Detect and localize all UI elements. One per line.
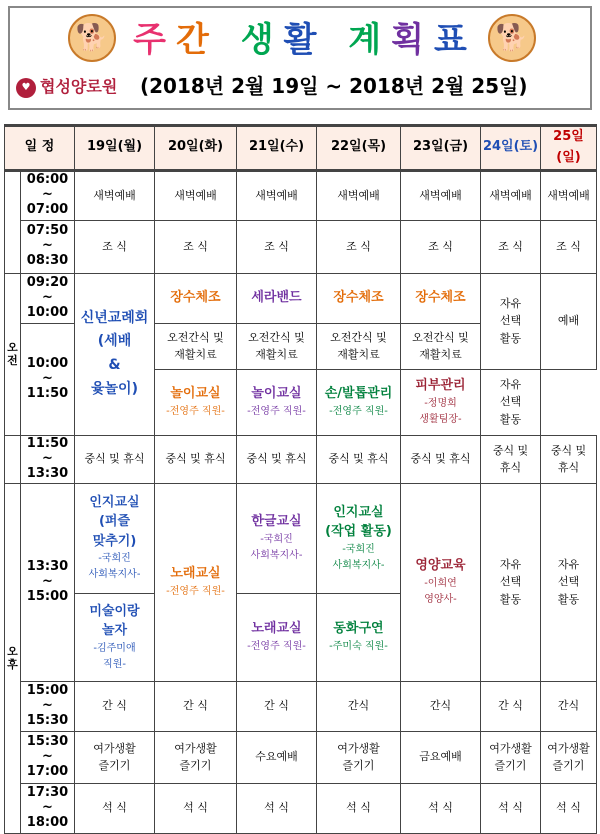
schedule-cell: 수요예배	[237, 731, 317, 783]
time-end: 13:30	[26, 465, 69, 481]
program-instructor: 직원-	[103, 658, 126, 670]
program-instructor: 사회복지사-	[250, 549, 303, 561]
time-cell	[21, 483, 75, 681]
schedule-cell: 새벽예배	[541, 170, 597, 220]
section-label-afternoon: 오후	[5, 483, 21, 833]
program-title: 놀이교실	[251, 386, 302, 402]
schedule-cell: 간 식	[481, 681, 541, 731]
schedule-cell	[75, 483, 155, 593]
time-sep: ~	[42, 450, 53, 466]
schedule-cell	[317, 369, 401, 435]
schedule-cell	[481, 435, 541, 483]
schedule-cell	[541, 483, 597, 681]
cell-line: 재활치료	[255, 348, 298, 362]
schedule-cell: 조 식	[237, 220, 317, 273]
schedule-cell	[541, 731, 597, 783]
schedule-cell: 조 식	[541, 220, 597, 273]
time-sep: ~	[42, 697, 53, 713]
time-cell	[21, 783, 75, 833]
program-instructor: -전영주 직원-	[247, 405, 306, 417]
time-cell	[21, 731, 75, 783]
schedule-cell: 새벽예배	[75, 170, 155, 220]
free-activity: 자유	[499, 296, 522, 310]
program-title: 인지교실	[89, 494, 140, 510]
schedule-cell	[541, 435, 597, 483]
free-activity: 자유	[499, 557, 522, 571]
period-text: (2018년 2월 19일 ~ 2018년 2월 25일)	[140, 74, 528, 98]
section-label-morning: 오전	[5, 273, 21, 435]
time-cell	[21, 170, 75, 220]
program-title: 영양교육	[415, 558, 466, 574]
cell-line: 여가생활	[93, 741, 136, 755]
table-row	[5, 783, 597, 833]
time-cell	[21, 220, 75, 273]
schedule-cell: 석 식	[481, 783, 541, 833]
schedule-cell: 예배	[541, 273, 597, 369]
program-instructor: -정명희	[424, 397, 457, 409]
schedule-cell: 금요예배	[401, 731, 481, 783]
time-start: 09:20	[26, 274, 69, 290]
schedule-cell: 중식 및 휴식	[75, 435, 155, 483]
program-instructor: -전영주 직원-	[166, 585, 225, 597]
table-row	[5, 170, 597, 220]
schedule-cell	[481, 731, 541, 783]
section-spacer	[5, 435, 21, 483]
cell-line: 재활치료	[337, 348, 380, 362]
schedule-cell: 석 식	[401, 783, 481, 833]
schedule-cell: 간 식	[155, 681, 237, 731]
cell-line: 재활치료	[174, 348, 217, 362]
schedule-cell	[155, 483, 237, 681]
program-title: 피부관리	[415, 378, 466, 394]
time-sep: ~	[42, 799, 53, 815]
program-instructor: -전영주 직원-	[166, 405, 225, 417]
logo-icon: ♥	[16, 78, 36, 98]
cell-line: 여가생활	[337, 741, 380, 755]
day-header: 23일(금)	[401, 126, 481, 171]
time-end: 15:30	[26, 712, 69, 728]
schedule-cell: 석 식	[317, 783, 401, 833]
event-title: 윷놀이)	[91, 380, 138, 397]
cell-line: 여가생활	[547, 741, 590, 755]
cell-line: 즐기기	[342, 759, 375, 773]
schedule-cell	[317, 483, 401, 593]
free-activity: 선택	[499, 395, 522, 409]
program-title: 동화구연	[333, 621, 384, 637]
section-spacer	[5, 170, 21, 273]
schedule-cell: 새벽예배	[481, 170, 541, 220]
program-title: 손/발톱관리	[324, 386, 393, 402]
time-cell	[21, 323, 75, 435]
schedule-cell	[481, 483, 541, 681]
cell-line: 즐기기	[98, 759, 131, 773]
schedule-cell	[237, 323, 317, 369]
program-instructor: -주미숙 직원-	[329, 640, 388, 652]
time-end: 15:00	[26, 588, 69, 604]
schedule-cell	[75, 731, 155, 783]
cell-line: 여가생활	[489, 741, 532, 755]
program-title: (작업 활동)	[325, 524, 392, 540]
schedule-cell: 조 식	[481, 220, 541, 273]
program-instructor: -김주미애	[93, 642, 136, 654]
time-end: 07:00	[26, 202, 69, 218]
program-title: 미술이랑	[89, 603, 140, 619]
title-char: 계	[348, 20, 392, 60]
table-row	[5, 681, 597, 731]
time-end: 10:00	[26, 304, 69, 320]
schedule-cell	[401, 323, 481, 369]
schedule-cell: 중식 및 휴식	[155, 435, 237, 483]
program-title: 한글교실	[251, 514, 302, 530]
header-box	[8, 6, 592, 110]
free-activity: 활동	[499, 592, 522, 606]
schedule-cell: 중식 및 휴식	[401, 435, 481, 483]
program-instructor: 사회복지사-	[88, 569, 141, 581]
schedule-cell: 조 식	[317, 220, 401, 273]
schedule-cell: 석 식	[155, 783, 237, 833]
event-title: &	[108, 357, 121, 374]
schedule-cell: 석 식	[541, 783, 597, 833]
time-end: 18:00	[26, 814, 69, 830]
dog-face-icon: 🐕	[488, 14, 536, 62]
program-title: 노래교실	[251, 621, 302, 637]
schedule-cell	[237, 593, 317, 681]
schedule-cell	[75, 593, 155, 681]
schedule-cell: 간식	[401, 681, 481, 731]
program-instructor: -국희진	[98, 553, 131, 565]
schedule-cell: 조 식	[401, 220, 481, 273]
schedule-cell: 새벽예배	[155, 170, 237, 220]
time-start: 10:00	[26, 355, 69, 371]
title-char: 표	[433, 20, 477, 60]
weekly-schedule-table	[4, 124, 597, 834]
schedule-cell: 새벽예배	[317, 170, 401, 220]
header-row	[5, 126, 597, 171]
title-char: 획	[391, 20, 434, 60]
day-header-saturday: 24일(토)	[481, 126, 541, 171]
time-sep: ~	[42, 289, 53, 305]
day-header: 19일(월)	[75, 126, 155, 171]
schedule-cell	[317, 593, 401, 681]
time-sep: ~	[42, 238, 53, 254]
program-title: (퍼즐	[98, 514, 131, 530]
schedule-cell	[481, 369, 541, 435]
program-instructor: -이희연	[424, 577, 457, 589]
time-cell	[21, 435, 75, 483]
dog-face-icon: 🐕	[68, 14, 116, 62]
schedule-cell	[155, 323, 237, 369]
program-instructor: -전영주 직원-	[247, 640, 306, 652]
schedule-cell: 새벽예배	[237, 170, 317, 220]
day-header: 21일(수)	[237, 126, 317, 171]
page-title	[130, 18, 480, 62]
cell-line: 즐기기	[179, 759, 212, 773]
free-activity: 선택	[557, 575, 580, 589]
cell-line: 여가생활	[174, 741, 217, 755]
program-instructor: -국희진	[342, 543, 375, 555]
schedule-cell: 석 식	[75, 783, 155, 833]
table-row	[5, 273, 597, 323]
program-instructor: -국희진	[260, 533, 293, 545]
cell-line: 휴식	[499, 461, 522, 475]
time-start: 15:00	[26, 682, 69, 698]
program-instructor: 사회복지사-	[332, 559, 385, 571]
time-sep: ~	[42, 187, 53, 203]
title-char: 활	[283, 20, 327, 60]
program-title: 놀자	[101, 623, 128, 639]
corner-cell: 일 정	[5, 126, 75, 171]
event-title: (세배	[97, 333, 132, 350]
schedule-cell: 중식 및 휴식	[237, 435, 317, 483]
time-sep: ~	[42, 573, 53, 589]
event-title: 신년교례회	[80, 309, 149, 326]
program-instructor: 영양사-	[424, 593, 457, 605]
schedule-cell: 간 식	[237, 681, 317, 731]
schedule-cell	[401, 483, 481, 681]
cell-line: 중식 및	[492, 443, 529, 457]
schedule-cell: 장수체조	[401, 273, 481, 323]
time-end: 17:00	[26, 763, 69, 779]
program-title: 맞추기)	[92, 533, 137, 549]
schedule-cell	[317, 323, 401, 369]
schedule-cell	[237, 369, 317, 435]
schedule-cell	[155, 731, 237, 783]
table-row	[5, 483, 597, 593]
day-header: 22일(목)	[317, 126, 401, 171]
schedule-cell	[75, 273, 155, 435]
title-char: 생	[240, 20, 284, 60]
schedule-cell	[317, 731, 401, 783]
schedule-cell: 조 식	[155, 220, 237, 273]
time-start: 06:00	[26, 172, 69, 188]
schedule-cell: 장수체조	[317, 273, 401, 323]
schedule-cell: 석 식	[237, 783, 317, 833]
cell-line: 즐기기	[494, 759, 527, 773]
free-activity: 선택	[499, 314, 522, 328]
cell-line: 오전간식 및	[248, 330, 305, 344]
time-start: 15:30	[26, 733, 69, 749]
free-activity: 활동	[499, 412, 522, 426]
time-sep: ~	[42, 370, 53, 386]
schedule-cell: 세라밴드	[237, 273, 317, 323]
program-instructor: 생활팀장-	[419, 413, 462, 425]
cell-line: 재활치료	[419, 348, 462, 362]
program-instructor: -전영주 직원-	[329, 405, 388, 417]
cell-line: 오전간식 및	[167, 330, 224, 344]
free-activity: 자유	[557, 557, 580, 571]
time-start: 17:30	[26, 784, 69, 800]
table-row	[5, 731, 597, 783]
schedule-cell	[155, 369, 237, 435]
schedule-cell	[237, 483, 317, 593]
cell-line: 휴식	[557, 461, 580, 475]
time-sep: ~	[42, 748, 53, 764]
free-activity: 자유	[499, 377, 522, 391]
schedule-cell: 간 식	[75, 681, 155, 731]
time-start: 13:30	[26, 558, 69, 574]
schedule-cell: 간식	[541, 681, 597, 731]
free-activity: 활동	[557, 592, 580, 606]
time-cell	[21, 273, 75, 323]
cell-line: 오전간식 및	[330, 330, 387, 344]
schedule-cell: 장수체조	[155, 273, 237, 323]
schedule-cell	[481, 273, 541, 369]
title-char: 간	[176, 20, 219, 60]
day-header-sunday: 25일(일)	[541, 126, 597, 171]
time-start: 07:50	[26, 223, 69, 239]
schedule-cell: 새벽예배	[401, 170, 481, 220]
free-activity: 선택	[499, 575, 522, 589]
schedule-cell	[401, 369, 481, 435]
time-end: 11:50	[26, 385, 69, 401]
title-char: 주	[133, 20, 176, 60]
cell-line: 중식 및	[550, 443, 587, 457]
program-title: 노래교실	[170, 566, 221, 582]
time-start: 11:50	[26, 435, 69, 451]
schedule-cell: 조 식	[75, 220, 155, 273]
table-row	[5, 435, 597, 483]
cell-line: 즐기기	[552, 759, 585, 773]
institution-name: 협성양로원	[40, 77, 118, 96]
day-header: 20일(화)	[155, 126, 237, 171]
schedule-cell: 중식 및 휴식	[317, 435, 401, 483]
time-cell	[21, 681, 75, 731]
free-activity: 활동	[499, 331, 522, 345]
table-row	[5, 220, 597, 273]
time-end: 08:30	[26, 253, 69, 269]
program-title: 놀이교실	[170, 386, 221, 402]
program-title: 인지교실	[333, 504, 384, 520]
schedule-cell: 간식	[317, 681, 401, 731]
cell-line: 오전간식 및	[412, 330, 469, 344]
